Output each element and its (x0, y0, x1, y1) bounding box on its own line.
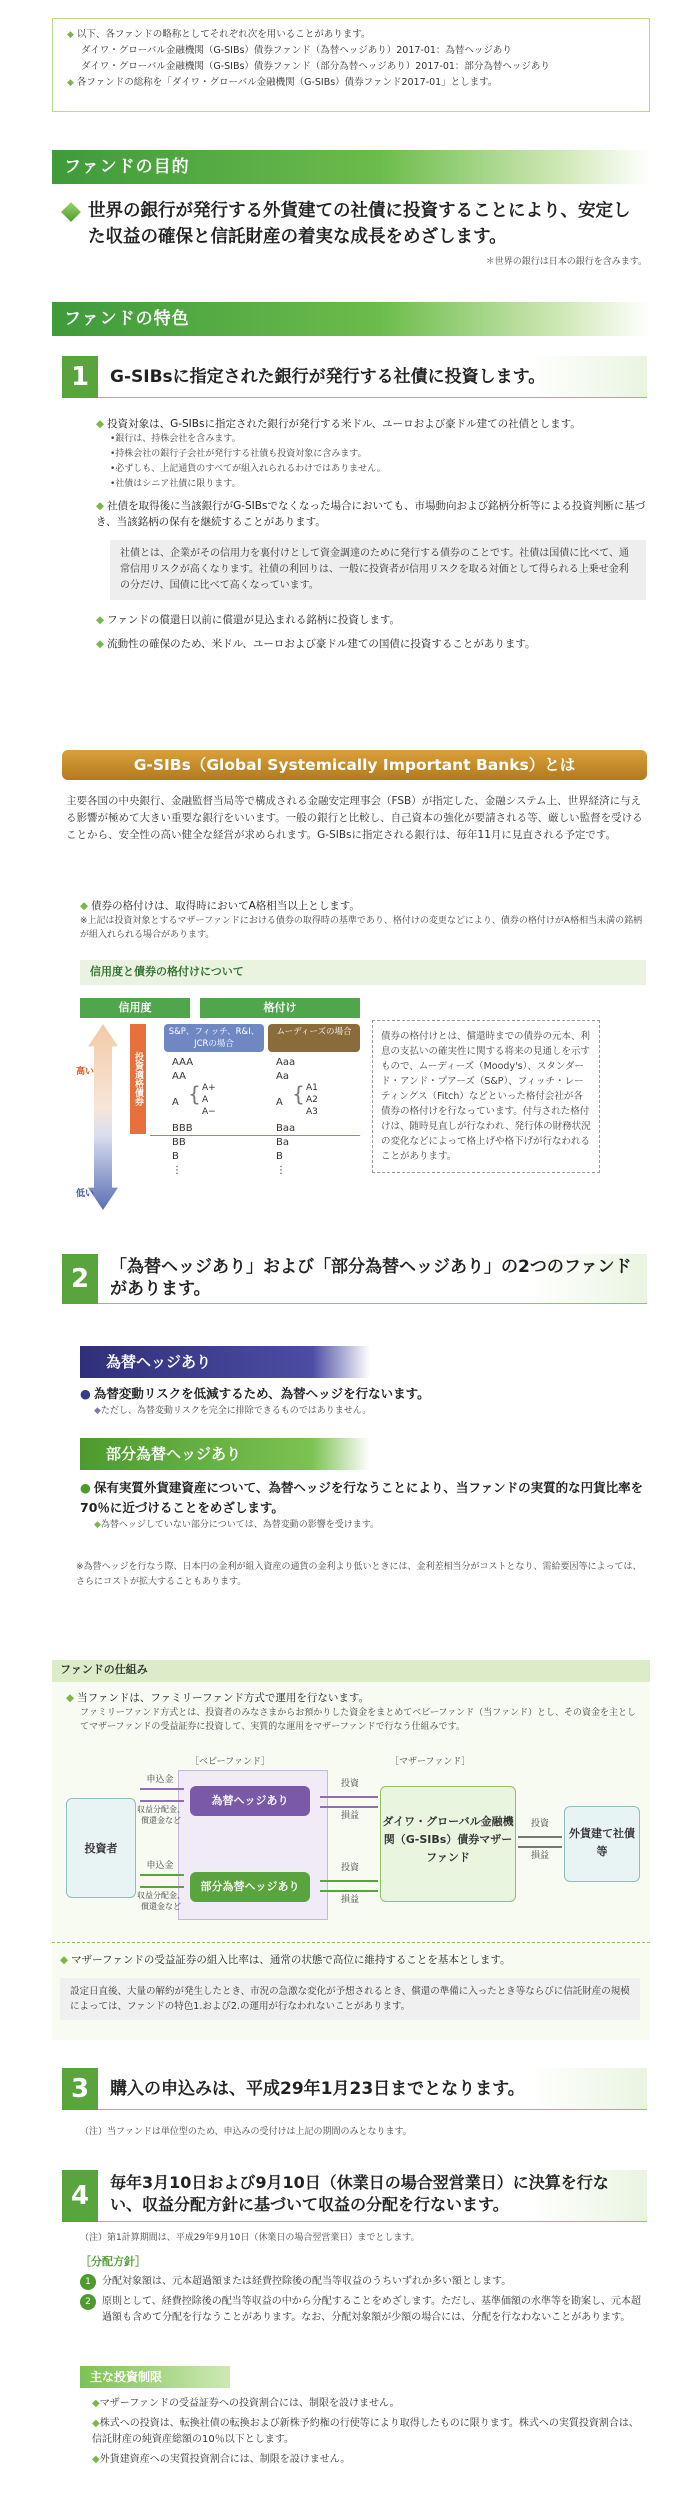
purpose-heading: ファンドの目的 (52, 150, 650, 184)
gsibs-title-bar: G-SIBs（Global Systemically Important Banks）とは (62, 750, 647, 780)
hedge-sub: ただし、為替変動リスクを完全に排除できるものではありません。 (100, 1406, 372, 1416)
rating-explanation: 債券の格付けとは、償還時までの債券の元本、利息の支払いの確実性に関する将来の見通しを示すもので、ムーディーズ（Moody's）、スタンダード・アンド・プアーズ（S&P）、フィッチ・レーティングス（Fitch）などといった格付会社が各債券の格付けを行なっています。付与された格付けは、随時見直しが行なわれ、発行体の財務状況の変化などによって格上げや格下げが行なわれることがあります。 (372, 1020, 600, 1173)
limits-title: 主な投資制限 (80, 2366, 230, 2388)
baby-fund-label: ［ベビーファンド］ (190, 1757, 271, 1767)
number-1-icon: 1 (80, 2274, 96, 2290)
arrow-left (140, 1886, 184, 1888)
investment-grade-label: 投資適格債券 (130, 1024, 146, 1134)
cube-bullet-icon: ◆ (96, 614, 105, 626)
limit-3: 外貨建資産への実質投資割合には、制限を設けません。 (99, 2454, 351, 2465)
brace: { (292, 1082, 305, 1106)
feature-4-title: 毎年3月10日および9月10日（休業日の場合翌営業日）に決算を行ない、収益分配方針に基づいて収益の分配を行ないます。 (110, 2173, 609, 2214)
sp-sub-rating: A+ (202, 1083, 216, 1093)
feature-4-number: 4 (62, 2170, 98, 2222)
note-line-2: ダイワ・グローバル金融機関（G-SIBs）債券ファンド（為替ヘッジあり）2017-01：為替ヘッジあり (81, 45, 512, 56)
arrow-left (320, 1890, 378, 1892)
feature-1-number: 1 (62, 356, 98, 398)
cube-bullet-icon: ◆ (60, 1954, 69, 1966)
policy-list (80, 2274, 646, 2326)
moody-sub-ratings (306, 1082, 318, 1118)
rating-note: 債券の格付けは、取得時においてA格相当以上とします。 (91, 900, 360, 912)
abbreviation-notes (52, 18, 650, 112)
cube-icon (61, 202, 81, 222)
feature-3-header (62, 2068, 647, 2110)
sp-rating-column (172, 1056, 193, 1178)
cube-bullet-icon: ◆ (96, 500, 105, 512)
note-line-1: 以下、各ファンドの略称としてそれぞれ次を用いることがあります。 (76, 29, 371, 40)
hedge-heading: 為替ヘッジあり (80, 1346, 370, 1378)
moody-sub-rating: A2 (306, 1095, 318, 1105)
dot-icon: ● (80, 1480, 91, 1495)
arrow-right (518, 1836, 562, 1838)
high-label: 高い (76, 1067, 95, 1077)
cube-bullet-icon: ◆ (96, 638, 105, 650)
profit-label-2: 損益 (340, 1895, 359, 1905)
scheme-title: ファンドの仕組み (52, 1660, 650, 1682)
diamond-icon: ◆ (94, 1406, 101, 1416)
refund-label-2: 収益分配金、償還金など (137, 1891, 185, 1911)
partial-hedge-heading: 部分為替ヘッジあり (80, 1438, 370, 1470)
sp-rating: AA (172, 1071, 186, 1082)
moody-sub-rating: A3 (306, 1107, 318, 1117)
corporate-bond-explainer: 社債とは、企業がその信用力を裏付けとして資金調達のために発行する債券のことです。社債は国債に比べて、通常信用リスクが高くなります。社債の利回りは、一般に投資者が信用リスクを取る対価として得られる上乗せ金利の分だけ、国債に比べて高くなっています。 (110, 540, 646, 600)
feature-1-bullet-1: 投資対象は、G-SIBsに指定された銀行が発行する米ドル、ユーロおよび豪ドル建ての社債とします。 (107, 418, 581, 430)
arrow-left (518, 1846, 562, 1848)
moody-rating: Ba (276, 1137, 289, 1148)
apply-label-1: 申込金 (146, 1775, 174, 1785)
feature-3-number: 3 (62, 2068, 98, 2110)
gsibs-description: 主要各国の中央銀行、金融監督当局等で構成される金融安定理事会（FSB）が指定した、金融システム上、世界経済に与える影響が極めて大きい重要な銀行をいいます。一般の銀行と比較し、自己資本の強化が要請される等、厳しい監督を受けることから、安全性の高い健全な経営が求められます。G-SIBsに指定される銀行は、毎年11月に見直される予定です。 (66, 795, 643, 841)
feature-4-header (62, 2170, 647, 2222)
scheme-desc: ファミリーファンド方式とは、投資者のみなさまからお預かりした資金をまとめてベビーファンド（当ファンド）とし、その資金を主としてマザーファンドの受益証券に投資して、実質的な運用をマザーファンドで行なう仕組みです。 (80, 1708, 637, 1732)
number-2-icon: 2 (80, 2294, 96, 2310)
feature-2-header (62, 1254, 647, 1304)
feature-1-bullet-4: 流動性の確保のため、米ドル、ユーロおよび豪ドル建ての国債に投資することがあります。 (107, 638, 536, 650)
feature-1-sub-1: •銀行は、持株会社を含みます。 (110, 434, 241, 444)
fund-hedge-box: 為替ヘッジあり (190, 1786, 310, 1816)
rating-table (76, 960, 646, 1210)
rating-criteria (80, 898, 646, 942)
profit-label-1: 損益 (340, 1811, 359, 1821)
feature-1-bullet-3: ファンドの償還日以前に償還が見込まれる銘柄に投資します。 (107, 614, 401, 626)
cube-bullet-icon: ◆ (92, 2454, 100, 2465)
sp-sub-ratings (202, 1082, 216, 1118)
moody-rating: Baa (276, 1123, 296, 1134)
diamond-icon: ◆ (67, 30, 74, 40)
refund-label-1: 収益分配金、償還金など (137, 1805, 185, 1825)
note-line-3: ダイワ・グローバル金融機関（G-SIBs）債券ファンド（部分為替ヘッジあり）2017-01：部分為替ヘッジあり (81, 61, 550, 72)
policy-2: 原則として、経費控除後の配当等収益の中から分配することをめざします。ただし、基準価額の水準等を勘案し、元本超過額も含めて分配を行なうことがあります。なお、分配対象額が少額の場合には、分配を行なわないことがあります。 (102, 2296, 641, 2323)
moody-rating: A (276, 1097, 283, 1108)
hedge-text: 為替変動リスクを低減するため、為替ヘッジを行ないます。 (93, 1386, 430, 1401)
sp-sub-rating: A (202, 1095, 209, 1105)
arrow-right (320, 1880, 378, 1882)
purpose-text-block (62, 198, 647, 250)
sp-rating: B (172, 1151, 179, 1162)
cube-bullet-icon: ◆ (92, 2418, 100, 2429)
invest-label-1: 投資 (340, 1779, 359, 1789)
rating-sub-note: ※上記は投資対象とするマザーファンドにおける債券の取得時の基準であり、格付けの変更などにより、債券の格付けがA格相当未満の銘柄が組入れられる場合があります。 (80, 916, 643, 940)
note-line-4: 各ファンドの総称を「ダイワ・グローバル金融機関（G-SIBs）債券ファンド2017-01」とします。 (76, 77, 498, 88)
target-box: 外貨建て社債等 (564, 1806, 640, 1882)
cube-bullet-icon: ◆ (80, 900, 89, 912)
sp-rating: A (172, 1097, 179, 1108)
brace: { (188, 1082, 201, 1106)
fund-partial-box: 部分為替ヘッジあり (190, 1872, 310, 1902)
feature-4-note: （注）第1計算期間は、平成29年9月10日（休業日の場合翌営業日）までとします。 (80, 2233, 420, 2243)
feature-1-bullet-2: 社債を取得後に当該銀行がG-SIBsでなくなった場合においても、市場動向および銘柄分析等による投資判断に基づき、当該銘柄の保有を継続することがあります。 (96, 500, 646, 528)
arrow-right (140, 1788, 184, 1790)
apply-label-2: 申込金 (146, 1861, 174, 1871)
feature-2-number: 2 (62, 1254, 98, 1304)
mother-fund-label: ［マザーファンド］ (390, 1757, 471, 1767)
scheme-bullet-2: マザーファンドの受益証券の組入比率は、通常の状態で高位に維持することを基本とします。 (71, 1954, 511, 1966)
invest-label-2: 投資 (340, 1863, 359, 1873)
sp-header: S&P、フィッチ、R&I、JCRの場合 (164, 1024, 264, 1052)
feature-1-body (96, 416, 646, 652)
investor-box: 投資者 (66, 1798, 136, 1898)
limits-list (92, 2396, 646, 2468)
feature-1-title: G-SIBsに指定された銀行が発行する社債に投資します。 (110, 367, 546, 387)
hedge-cost-note: ※為替ヘッジを行なう際、日本円の金利が組入資産の通貨の金利より低いときには、金利差相当分がコストとなり、需給要因等によっては、さらにコストが拡大することもあります。 (76, 1562, 642, 1587)
dot-icon: ● (80, 1386, 91, 1401)
policy-title: ［分配方針］ (80, 2255, 146, 2268)
feature-1-sub-4: •社債はシニア社債に限ります。 (110, 479, 241, 489)
arrow-right (320, 1796, 378, 1798)
ellipsis: ⋮ (276, 1165, 286, 1176)
moody-rating-column (276, 1056, 295, 1178)
sp-rating: BBB (172, 1123, 193, 1134)
cube-bullet-icon: ◆ (96, 418, 105, 430)
rating-column-header: 格付け (200, 998, 360, 1018)
sp-rating: BB (172, 1137, 186, 1148)
credit-arrow (88, 1024, 118, 1210)
cube-bullet-icon: ◆ (92, 2398, 100, 2409)
diamond-icon: ◆ (94, 1520, 101, 1530)
scheme-caution: 設定日直後、大量の解約が発生したとき、市況の急激な変化が予想されるとき、償還の準備に入ったとき等ならびに信託財産の規模によっては、ファンドの特色1.および2.の運用が行なわれないことがあります。 (60, 1978, 640, 2020)
arrow-left (140, 1800, 184, 1802)
moody-sub-rating: A1 (306, 1083, 318, 1093)
feature-2-title: 「為替ヘッジあり」および「部分為替ヘッジあり」の2つのファンドがあります。 (110, 1257, 632, 1299)
low-label: 低い (76, 1189, 95, 1199)
partial-hedge-text: 保有実質外貨建資産について、為替ヘッジを行なうことにより、当ファンドの実質的な円貨比率を70％に近づけることをめざします。 (80, 1480, 644, 1515)
feature-3-title: 購入の申込みは、平成29年1月23日までとなります。 (110, 2079, 525, 2099)
sp-sub-rating: A− (202, 1107, 216, 1117)
purpose-note: ＊世界の銀行は日本の銀行を含みます。 (485, 257, 647, 267)
dashed-divider (52, 1942, 650, 1943)
arrow-right (140, 1874, 184, 1876)
limit-1: マザーファンドの受益証券への投資割合には、制限を設けません。 (99, 2398, 400, 2409)
profit-label-3: 損益 (530, 1851, 549, 1861)
scheme-bullet-1: 当ファンドは、ファミリーファンド方式で運用を行ないます。 (77, 1692, 370, 1704)
moody-header: ムーディーズの場合 (268, 1024, 360, 1052)
feature-3-note: （注）当ファンドは単位型のため、申込みの受付けは上記の期間のみとなります。 (80, 2127, 412, 2137)
sp-rating: AAA (172, 1057, 194, 1068)
rating-table-title: 信用度と債券の格付けについて (80, 960, 646, 985)
feature-1-sub-3: •必ずしも、上記通貨のすべてが組入れられるわけではありません。 (110, 464, 386, 474)
feature-1-sub-2: •持株会社の銀行子会社が発行する社債も投資対象に含みます。 (110, 449, 367, 459)
arrow-left (320, 1806, 378, 1808)
moody-rating: B (276, 1151, 283, 1162)
invest-label-3: 投資 (530, 1819, 549, 1829)
moody-rating: Aaa (276, 1057, 296, 1068)
purpose-text: 世界の銀行が発行する外貨建ての社債に投資することにより、安定した収益の確保と信託財産の着実な成長をめざします。 (88, 201, 631, 247)
feature-1-header (62, 356, 647, 398)
moody-rating: Aa (276, 1071, 289, 1082)
ellipsis: ⋮ (172, 1165, 182, 1176)
partial-hedge-sub: 為替ヘッジしていない部分については、為替変動の影響を受けます。 (100, 1520, 380, 1530)
cube-bullet-icon: ◆ (66, 1692, 75, 1704)
diamond-icon: ◆ (67, 78, 74, 88)
credit-column-header: 信用度 (80, 998, 190, 1018)
mother-fund-box: ダイワ・グローバル金融機関（G-SIBs）債券マザーファンド (380, 1786, 516, 1902)
policy-1: 分配対象額は、元本超過額または経費控除後の配当等収益のうちいずれか多い額とします。 (102, 2276, 512, 2287)
features-heading: ファンドの特色 (52, 302, 650, 336)
limit-2: 株式への投資は、転換社債の転換および新株予約権の行使等により取得したものに限ります。株式への実質投資割合は、信託財産の純資産総額の10％以下とします。 (92, 2418, 639, 2445)
